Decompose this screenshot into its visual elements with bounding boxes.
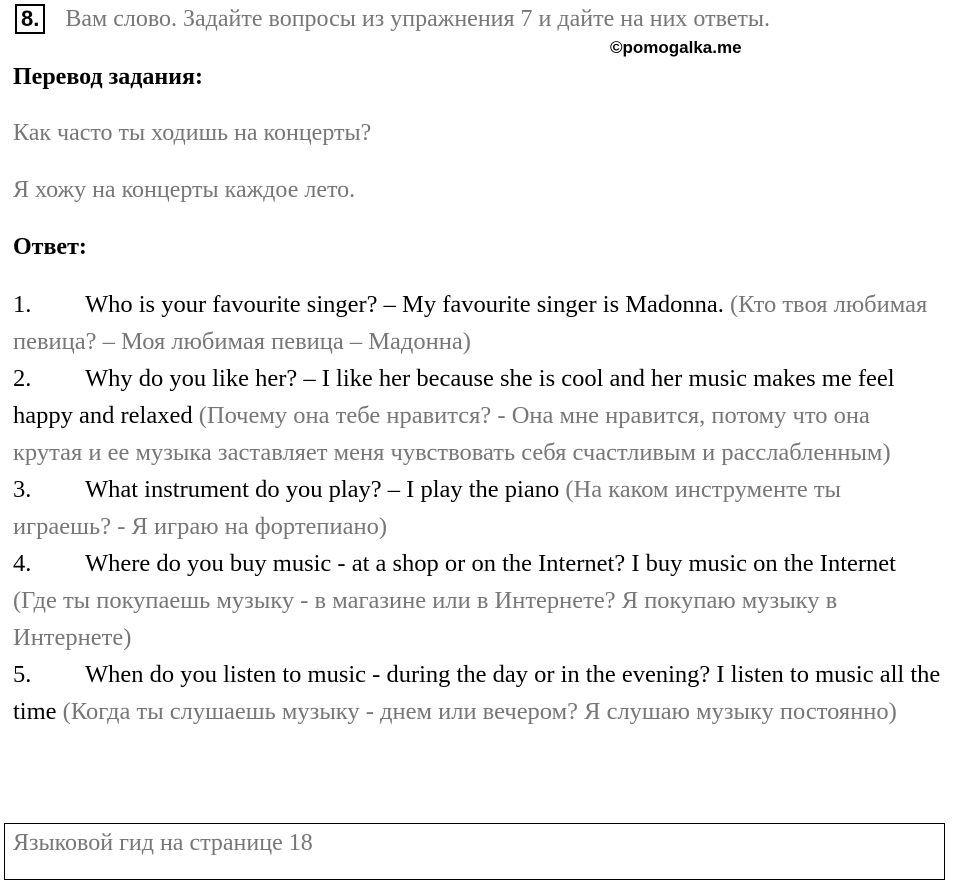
language-guide-box xyxy=(4,823,945,880)
answer-number: 4. xyxy=(13,550,32,577)
answer-english: Where do you buy music - at a shop or on the Internet? I buy music on the Internet xyxy=(85,550,896,577)
task-header xyxy=(15,4,770,34)
translation-line: Как часто ты ходишь на концерты? xyxy=(13,120,372,146)
answer-number: 5. xyxy=(13,661,32,688)
answer-russian: (Когда ты слушаешь музыку - днем или вечером? Я слушаю музыку постоянно) xyxy=(62,698,897,725)
translation-line: Я хожу на концерты каждое лето. xyxy=(13,177,356,203)
answer-russian: (Где ты покупаешь музыку - в магазине или в Интернете? Я покупаю музыку в Интернете) xyxy=(13,587,838,651)
language-guide-text: Языковой гид на странице 18 xyxy=(13,830,313,856)
task-instruction: Вам слово. Задайте вопросы из упражнения 7 и дайте на них ответы. xyxy=(65,6,771,32)
watermark: ©pomogalka.me xyxy=(610,38,742,57)
task-number: 8. xyxy=(15,4,45,34)
answer-russian: (На каком инструменте ты играешь? - Я играю на фортепиано) xyxy=(13,476,842,540)
answer-item xyxy=(13,471,943,545)
answer-item xyxy=(13,360,943,471)
answer-heading: Ответ: xyxy=(13,234,87,260)
answer-english: Who is your favourite singer? – My favourite singer is Madonna. xyxy=(85,291,724,318)
answer-number: 3. xyxy=(13,476,32,503)
answer-russian: (Почему она тебе нравится? - Она мне нравится, потому что она крутая и ее музыка заставляет меня чувствовать себя счастливым и расслабленным) xyxy=(13,402,891,466)
answer-item xyxy=(13,656,943,730)
answer-russian: (Кто твоя любимая певица? – Моя любимая певица – Мадонна) xyxy=(13,291,928,355)
answer-english: What instrument do you play? – I play the piano xyxy=(85,476,560,503)
answer-number: 2. xyxy=(13,365,32,392)
answer-english: Why do you like her? – I like her because she is cool and her music makes me feel happy and relaxed xyxy=(13,365,895,429)
answer-list xyxy=(13,286,943,730)
answer-item xyxy=(13,545,943,656)
translation-heading: Перевод задания: xyxy=(13,64,203,90)
answer-number: 1. xyxy=(13,291,32,318)
answer-item xyxy=(13,286,943,360)
answer-english: When do you listen to music - during the day or in the evening? I listen to music all the time xyxy=(13,661,941,725)
